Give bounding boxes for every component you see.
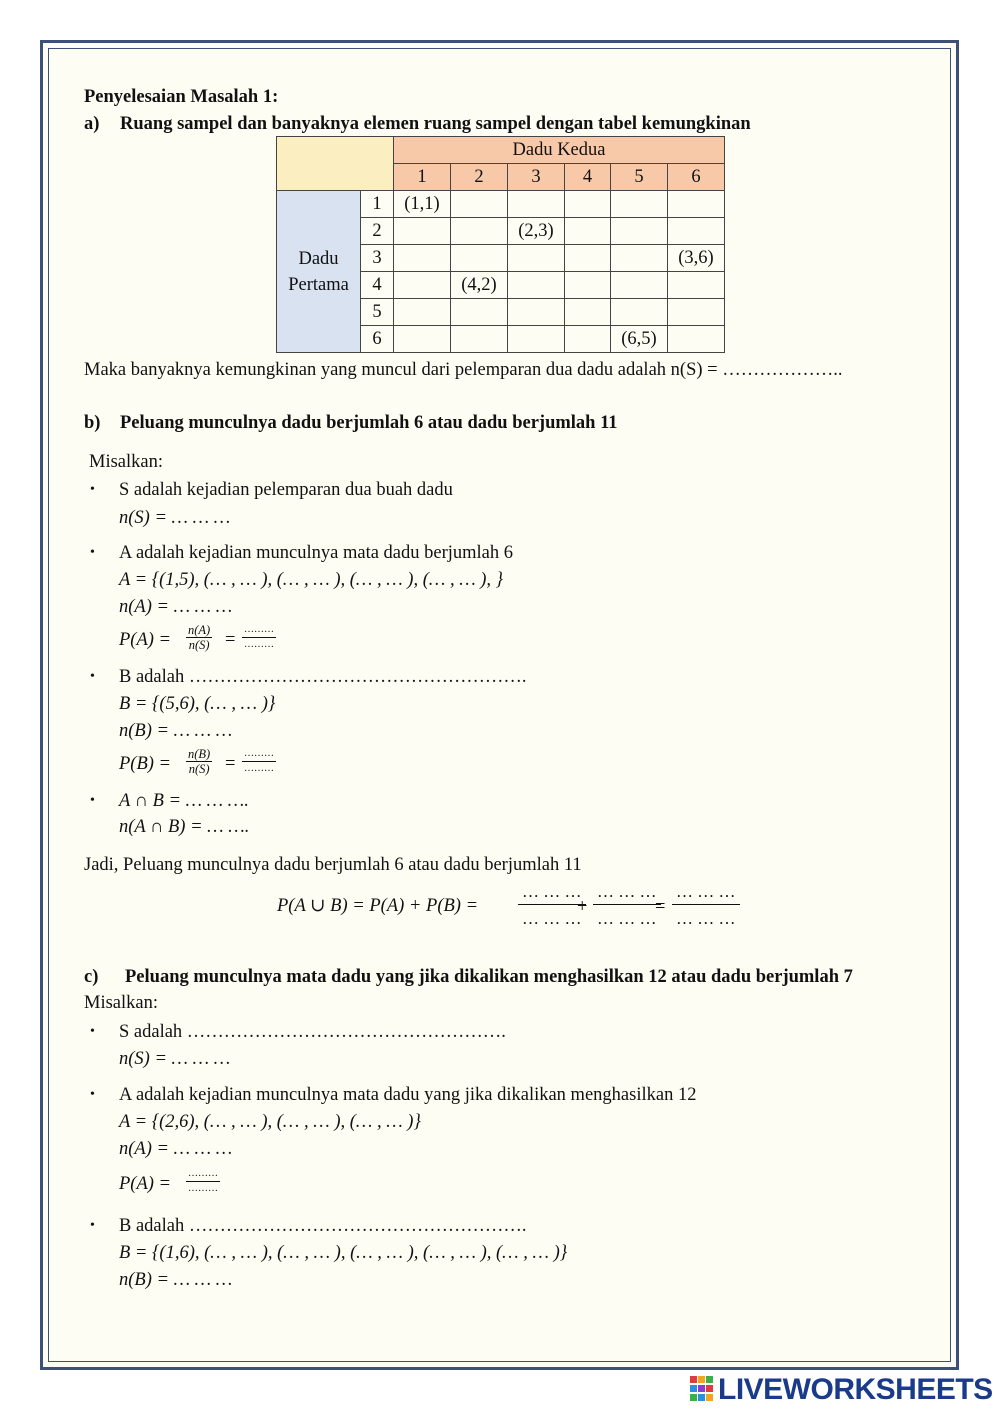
col-label: 4 — [565, 164, 611, 191]
c-a-set[interactable]: A = {(2,6), (… , … ), (… , … ), (… , … )} — [119, 1112, 421, 1132]
equals-sign: = — [225, 754, 236, 774]
table-cell[interactable]: (3,6) — [668, 245, 725, 272]
b-frac-1[interactable]: … … … … … … — [518, 882, 586, 929]
part-a-conclusion: Maka banyaknya kemungkinan yang muncul dari pelemparan dua dadu adalah n(S) = ……………….. — [84, 360, 843, 380]
b-pB-answer[interactable]: ……… ……… — [244, 748, 274, 774]
table-cell[interactable] — [451, 191, 508, 218]
b-jadi: Jadi, Peluang munculnya dadu berjumlah 6 atau dadu berjumlah 11 — [84, 855, 582, 875]
col-label: 2 — [451, 164, 508, 191]
table-cell[interactable] — [668, 218, 725, 245]
b-pA-lhs: P(A) = — [119, 630, 172, 650]
c-nS[interactable]: n(S) = … … … — [119, 1049, 231, 1069]
table-cell[interactable] — [668, 299, 725, 326]
b-pA-fraction: $\frac{n(A)}{n(S)}$ — [188, 623, 211, 652]
table-cell[interactable]: (2,3) — [508, 218, 565, 245]
bullet: • — [90, 1087, 95, 1102]
c-b-set[interactable]: B = {(1,6), (… , … ), (… , … ), (… , … ), (… , … ), (… , … )} — [119, 1243, 568, 1263]
b-b-desc[interactable]: B adalah ………………………………………………. — [119, 667, 527, 687]
page-title: Penyelesaian Masalah 1: — [84, 87, 279, 107]
table-cell[interactable] — [394, 245, 451, 272]
logo-text: LIVEWORKSHEETS — [718, 1373, 993, 1406]
b-pB-lhs: P(B) = — [119, 754, 172, 774]
table-cell[interactable] — [565, 326, 611, 353]
table-cell[interactable] — [394, 218, 451, 245]
table-cell[interactable] — [508, 272, 565, 299]
c-nA[interactable]: n(A) = … … … — [119, 1139, 233, 1159]
bullet: • — [90, 1024, 95, 1039]
equals-sign: = — [655, 897, 666, 917]
c-nB[interactable]: n(B) = … … … — [119, 1270, 233, 1290]
part-c-heading: Peluang munculnya mata dadu yang jika dikalikan menghasilkan 12 atau dadu berjumlah 7 — [125, 967, 853, 987]
table-cell[interactable] — [508, 326, 565, 353]
table-cell[interactable] — [508, 245, 565, 272]
b-pA-answer[interactable]: ……… ……… — [244, 624, 274, 650]
bullet: • — [90, 669, 95, 684]
part-a-label: a) — [84, 114, 100, 134]
table-cell[interactable] — [668, 272, 725, 299]
row-label: 5 — [361, 299, 394, 326]
row-header — [277, 191, 361, 353]
col-label: 3 — [508, 164, 565, 191]
sample-space-table — [276, 136, 725, 353]
row-label: 1 — [361, 191, 394, 218]
b-frac-2[interactable]: … … … … … … — [593, 882, 661, 929]
plus-sign: + — [577, 897, 588, 917]
table-cell[interactable] — [451, 326, 508, 353]
c-s-desc[interactable]: S adalah ……………………………………………. — [119, 1022, 506, 1042]
b-frac-3[interactable]: … … … … … … — [672, 882, 740, 929]
table-cell[interactable] — [508, 299, 565, 326]
table-cell[interactable] — [565, 299, 611, 326]
table-cell[interactable] — [565, 191, 611, 218]
table-cell[interactable] — [611, 245, 668, 272]
c-pA-lhs: P(A) = — [119, 1174, 172, 1194]
table-cell[interactable]: (6,5) — [611, 326, 668, 353]
table-cell[interactable] — [394, 272, 451, 299]
b-a-set[interactable]: A = {(1,5), (… , … ), (… , … ), (… , … ), (… , … ), } — [119, 570, 504, 590]
equals-sign: = — [225, 630, 236, 650]
row-label: 3 — [361, 245, 394, 272]
row-header-line2: Pertama — [288, 274, 349, 295]
b-intersection[interactable]: A ∩ B = … … …. — [119, 791, 249, 811]
b-a-desc: A adalah kejadian munculnya mata dadu berjumlah 6 — [119, 543, 514, 563]
col-header: Dadu Kedua — [394, 137, 725, 164]
b-b-set[interactable]: B = {(5,6), (… , … )} — [119, 694, 276, 714]
liveworksheets-icon — [690, 1376, 714, 1404]
misalkan-b: Misalkan: — [89, 452, 163, 472]
part-b-heading: Peluang munculnya dadu berjumlah 6 atau dadu berjumlah 11 — [120, 413, 618, 433]
table-corner — [277, 137, 394, 191]
table-cell[interactable]: (1,1) — [394, 191, 451, 218]
b-pB-fraction: $\frac{n(B)}{n(S)}$ — [188, 747, 211, 776]
row-header-line1: Dadu — [298, 248, 339, 269]
row-label: 6 — [361, 326, 394, 353]
row-label: 2 — [361, 218, 394, 245]
b-nS[interactable]: n(S) = … … … — [119, 508, 231, 528]
table-cell[interactable] — [565, 218, 611, 245]
table-cell[interactable] — [668, 326, 725, 353]
col-label: 6 — [668, 164, 725, 191]
col-label: 1 — [394, 164, 451, 191]
bullet: • — [90, 1218, 95, 1233]
part-a-heading: Ruang sampel dan banyaknya elemen ruang sampel dengan tabel kemungkinan — [120, 114, 751, 134]
bullet: • — [90, 545, 95, 560]
b-nB[interactable]: n(B) = … … … — [119, 721, 233, 741]
part-b-label: b) — [84, 413, 101, 433]
table-cell[interactable] — [451, 245, 508, 272]
c-a-desc: A adalah kejadian munculnya mata dadu yang jika dikalikan menghasilkan 12 — [119, 1085, 697, 1105]
part-c-label: c) — [84, 967, 99, 987]
table-cell[interactable] — [611, 191, 668, 218]
table-cell[interactable] — [611, 218, 668, 245]
table-cell[interactable] — [451, 218, 508, 245]
table-cell[interactable]: (4,2) — [451, 272, 508, 299]
table-cell[interactable] — [565, 245, 611, 272]
table-cell[interactable] — [611, 272, 668, 299]
col-label: 5 — [611, 164, 668, 191]
table-cell[interactable] — [611, 299, 668, 326]
b-nA[interactable]: n(A) = … … … — [119, 597, 233, 617]
table-cell[interactable] — [394, 299, 451, 326]
table-cell[interactable] — [451, 299, 508, 326]
table-cell[interactable] — [565, 272, 611, 299]
b-s-desc: S adalah kejadian pelemparan dua buah dadu — [119, 480, 453, 500]
bullet: • — [90, 793, 95, 808]
table-cell[interactable] — [508, 191, 565, 218]
table-cell[interactable] — [394, 326, 451, 353]
row-label: 4 — [361, 272, 394, 299]
table-cell[interactable] — [668, 191, 725, 218]
c-b-desc[interactable]: B adalah ………………………………………………. — [119, 1216, 527, 1236]
b-n-intersection[interactable]: n(A ∩ B) = … …. — [119, 817, 250, 837]
c-pA-answer[interactable]: ……… ……… — [188, 1168, 218, 1194]
misalkan-c: Misalkan: — [84, 993, 158, 1013]
bullet: • — [90, 482, 95, 497]
b-union-formula: P(A ∪ B) = P(A) + P(B) = — [277, 896, 479, 916]
liveworksheets-logo — [690, 1373, 993, 1407]
